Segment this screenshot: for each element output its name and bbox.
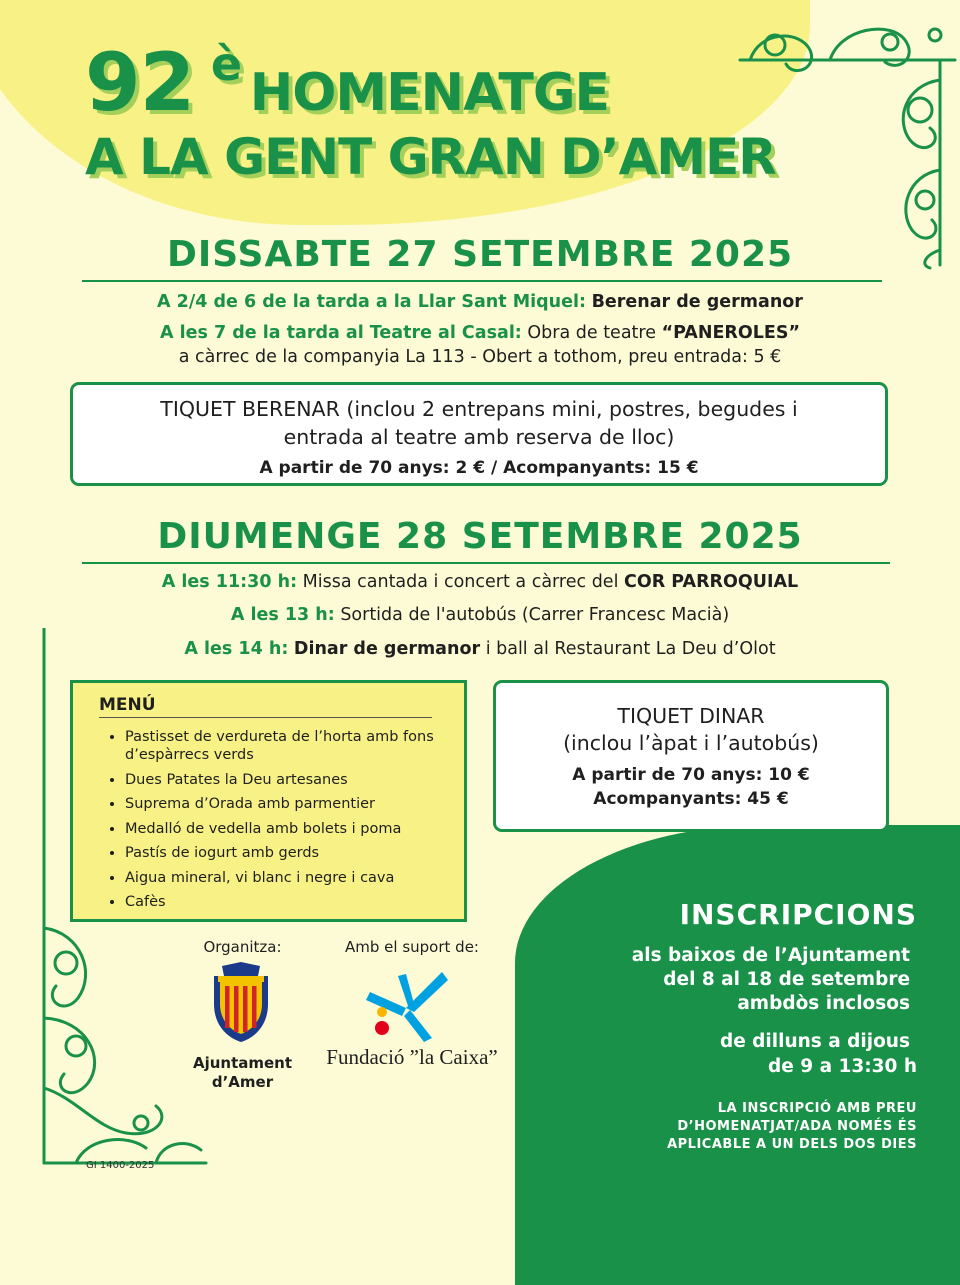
saturday-line1-event: Berenar de germanor bbox=[591, 292, 803, 312]
ticket-dinar-box bbox=[493, 680, 889, 832]
org-name-line2: d’Amer bbox=[211, 1073, 274, 1091]
menu-item: • Medalló de vedella amb bolets i poma bbox=[125, 820, 464, 838]
inscripcions-note3: APLICABLE A UN DELS DOS DIES bbox=[667, 1137, 917, 1152]
ticket-berenar-line2: entrada al teatre amb reserva de lloc) bbox=[283, 425, 675, 449]
main-title-line2: A LA GENT GRAN D’AMER bbox=[85, 128, 776, 186]
ticket-dinar-line2: (inclou l’àpat i l’autobús) bbox=[563, 731, 819, 755]
title-number: 92 bbox=[85, 36, 195, 129]
sunday-line1-text: Missa cantada i concert a càrrec del bbox=[302, 572, 619, 592]
menu-title-underline bbox=[99, 717, 432, 718]
ticket-berenar-prices: A partir de 70 anys: 2 € / Acompanyants: 15 € bbox=[259, 458, 699, 478]
organitza-name bbox=[180, 1054, 305, 1092]
inscripcions-line3: ambdòs inclosos bbox=[737, 993, 910, 1014]
sunday-divider bbox=[82, 562, 890, 564]
inscripcions-schedule bbox=[560, 1029, 917, 1079]
sunday-line-2 bbox=[0, 605, 960, 625]
sunday-line1-bold: COR PARROQUIAL bbox=[624, 572, 799, 592]
saturday-heading: DISSABTE 27 SETEMBRE 2025 bbox=[166, 234, 794, 275]
inscripcions-note2: D’HOMENATJAT/ADA NOMÉS ÉS bbox=[677, 1119, 917, 1134]
saturday-line2-time: A les 7 de la tarda al Teatre al Casal: bbox=[159, 323, 522, 343]
sunday-line-1 bbox=[0, 572, 960, 592]
saturday-line2-play: “PANEROLES” bbox=[661, 323, 800, 343]
suport-label: Amb el suport de: bbox=[345, 938, 479, 956]
saturday-line2-text: Obra de teatre bbox=[527, 323, 656, 343]
title-homenatge: HOMENATGE bbox=[249, 63, 610, 123]
sunday-line2-time: A les 13 h: bbox=[230, 605, 335, 625]
ticket-dinar-price1: A partir de 70 anys: 10 € bbox=[572, 765, 810, 785]
menu-item: • Pastís de iogurt amb gerds bbox=[125, 844, 464, 862]
menu-item: • Dues Patates la Deu artesanes bbox=[125, 771, 464, 789]
inscripcions-line1: als baixos de l’Ajuntament bbox=[631, 945, 910, 966]
saturday-line1-time: A 2/4 de 6 de la tarda a la Llar Sant Miquel: bbox=[157, 292, 586, 312]
inscripcions-line4: de dilluns a dijous bbox=[719, 1031, 910, 1052]
title-suffix: è bbox=[210, 37, 242, 91]
inscripcions-heading: INSCRIPCIONS bbox=[679, 898, 917, 931]
inscripcions-location bbox=[560, 944, 910, 1016]
saturday-line-2 bbox=[0, 323, 960, 343]
saturday-line-3: a càrrec de la companyia La 113 - Obert a tothom, preu entrada: 5 € bbox=[178, 347, 782, 367]
ticket-dinar-price2: Acompanyants: 45 € bbox=[593, 789, 789, 809]
menu-box bbox=[70, 680, 467, 922]
la-caixa-star-icon bbox=[362, 968, 452, 1044]
inscripcions-note1: LA INSCRIPCIÓ AMB PREU bbox=[717, 1101, 917, 1116]
main-title-line1 bbox=[85, 36, 609, 129]
saturday-divider bbox=[82, 280, 882, 282]
org-name-line1: Ajuntament bbox=[192, 1054, 293, 1072]
ticket-berenar-line1: TIQUET BERENAR (inclou 2 entrepans mini, postres, begudes i bbox=[160, 397, 798, 421]
menu-item: • Cafès bbox=[125, 893, 464, 911]
town-crest-icon bbox=[208, 962, 274, 1044]
inscripcions-note bbox=[560, 1100, 917, 1154]
saturday-line-1 bbox=[0, 292, 960, 312]
ticket-dinar-line1: TIQUET DINAR bbox=[617, 704, 765, 728]
inscripcions-line2: del 8 al 18 de setembre bbox=[663, 969, 910, 990]
sunday-line3-bold: Dinar de germanor bbox=[293, 639, 481, 659]
sunday-line-3 bbox=[0, 639, 960, 659]
menu-item: • Aigua mineral, vi blanc i negre i cava bbox=[125, 869, 464, 887]
sunday-line2-text: Sortida de l'autobús (Carrer Francesc Macià) bbox=[340, 605, 730, 625]
menu-list bbox=[73, 728, 464, 911]
menu-item: • Suprema d’Orada amb parmentier bbox=[125, 795, 464, 813]
organitza-label: Organitza: bbox=[203, 938, 282, 956]
sunday-line3-text: i ball al Restaurant La Deu d’Olot bbox=[485, 639, 776, 659]
inscripcions-line5: de 9 a 13:30 h bbox=[768, 1056, 917, 1077]
sunday-line1-time: A les 11:30 h: bbox=[161, 572, 298, 592]
sunday-heading: DIUMENGE 28 SETEMBRE 2025 bbox=[157, 516, 803, 557]
footer-code: GI 1400-2025 bbox=[86, 1160, 155, 1171]
sunday-line3-time: A les 14 h: bbox=[184, 639, 289, 659]
menu-title: MENÚ bbox=[99, 695, 156, 715]
fundacio-name: Fundació ”la Caixa” bbox=[326, 1045, 498, 1069]
ticket-berenar-box bbox=[70, 382, 888, 486]
menu-item: • Pastisset de verdureta de l’horta amb fons d’espàrrecs verds bbox=[125, 728, 464, 764]
